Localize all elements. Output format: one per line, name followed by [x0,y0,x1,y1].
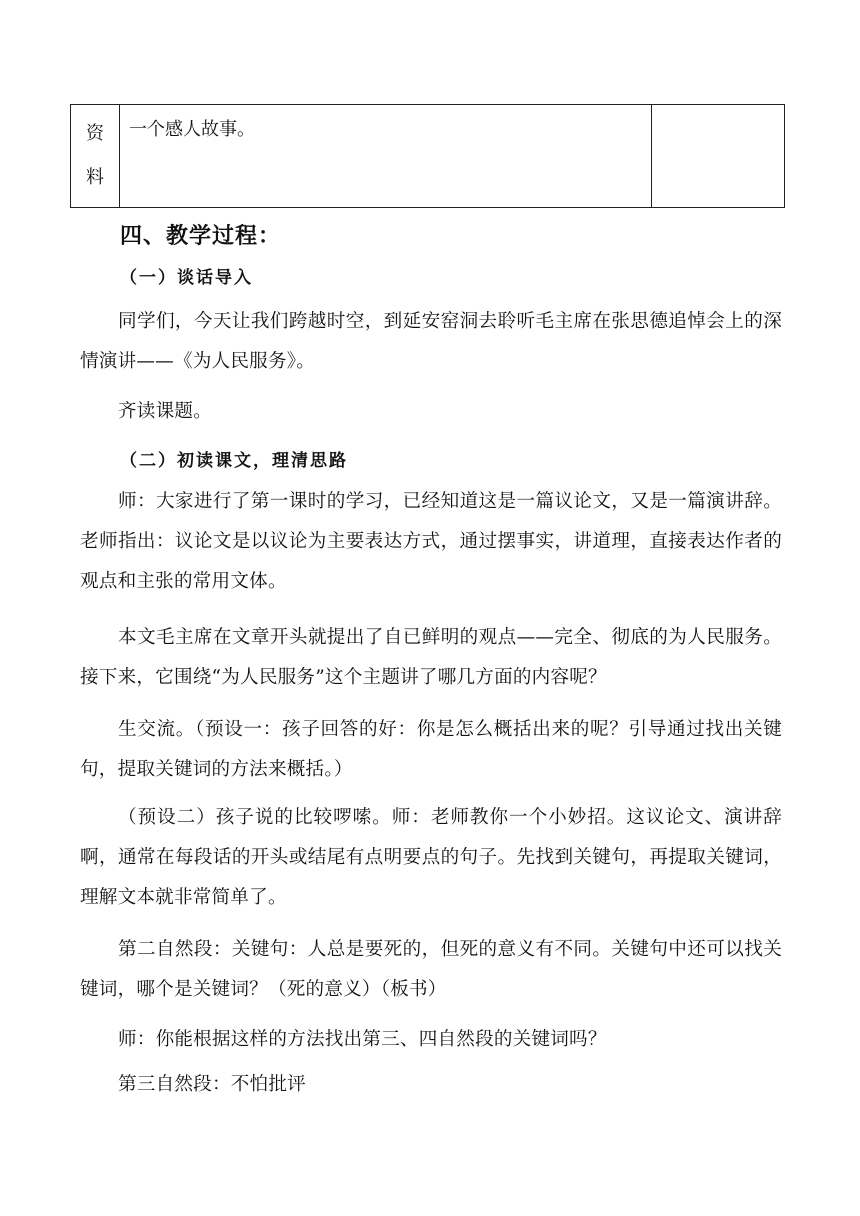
paragraph: 同学们，今天让我们跨越时空，到延安窑洞去聆听毛主席在张思德追悼会上的深情演讲——《为人民服务》。 [80,311,782,372]
resource-table [70,104,785,208]
paragraph: 师：你能根据这样的方法找出第三、四自然段的关键词吗？ [118,1029,607,1050]
paragraph: 本文毛主席在文章开头就提出了自已鲜明的观点——完全、彻底的为人民服务。接下来，它围绕“为人民服务”这个主题讲了哪几方面的内容呢？ [80,627,782,688]
table-column-divider [119,105,120,207]
paragraph: 第二自然段：关键句：人总是要死的，但死的意义有不同。关键句中还可以找关键词，哪个是关键词？（死的意义）（板书） [80,939,782,1000]
subsection-title: （一）谈话导入 [120,268,253,288]
paragraph: 齐读课题。 [118,401,212,422]
paragraph: 第三自然段：不怕批评 [118,1074,306,1095]
table-cell-content: 一个感人故事。 [129,119,255,140]
subsection-title: （二）初读课文，理清思路 [120,451,348,471]
paragraph: （预设二）孩子说的比较啰嗦。师：老师教你一个小妙招。这议论文、演讲辞啊，通常在每段话的开头或结尾有点明要点的句子。先找到关键句，再提取关键词，理解文本就非常简单了。 [80,807,782,908]
table-column-divider [651,105,652,207]
paragraph: 生交流。（预设一：孩子回答的好：你是怎么概括出来的呢？引导通过找出关键句，提取关键词的方法来概括。） [80,719,782,780]
paragraph: 师：大家进行了第一课时的学习，已经知道这是一篇议论文，又是一篇演讲辞。老师指出：议论文是以议论为主要表达方式，通过摆事实，讲道理，直接表达作者的观点和主张的常用文体。 [80,491,782,592]
table-row-label-char: 料 [86,167,104,188]
section-heading: 四、教学过程： [120,223,282,249]
table-row-label-char: 资 [86,123,104,144]
